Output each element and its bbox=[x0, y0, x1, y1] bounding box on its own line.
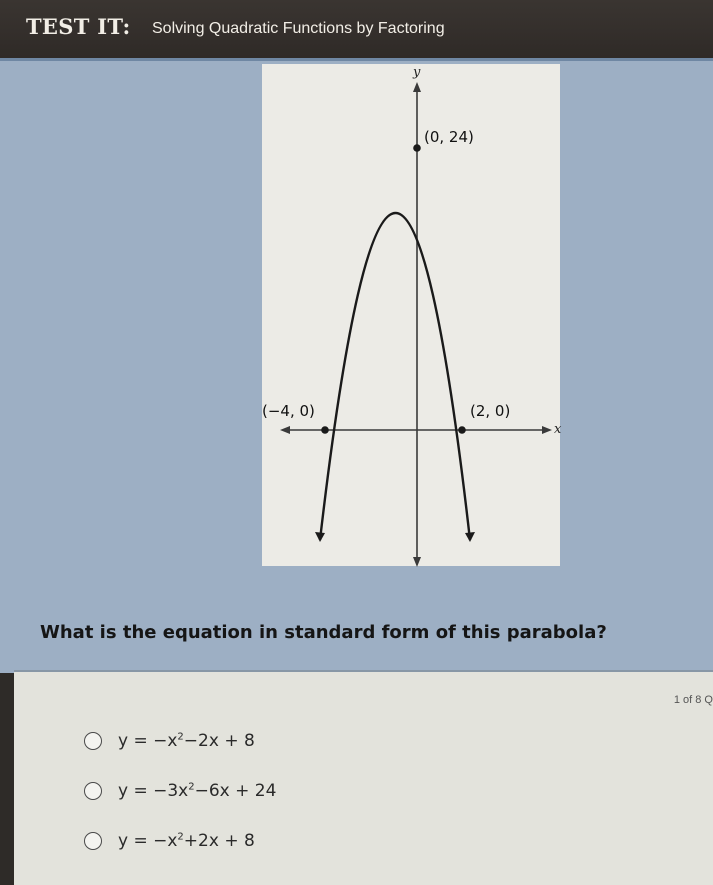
x-axis-arrow-left bbox=[280, 426, 290, 434]
x-axis-arrow-right bbox=[542, 426, 552, 434]
y-axis-arrow-up bbox=[413, 82, 421, 92]
point-y-intercept bbox=[413, 144, 421, 152]
answer-option-3[interactable] bbox=[84, 828, 255, 854]
radio-button[interactable] bbox=[84, 732, 102, 750]
y-axis-label: y bbox=[413, 65, 421, 80]
title-bar bbox=[0, 0, 713, 58]
x-axis-label: x bbox=[554, 422, 562, 437]
point-root-left bbox=[321, 426, 329, 434]
question-counter: 1 of 8 Q bbox=[673, 694, 713, 706]
y-axis-arrow-down bbox=[413, 557, 421, 567]
curve-arrow-right bbox=[465, 532, 475, 542]
point-root-right bbox=[458, 426, 466, 434]
graph-svg bbox=[262, 64, 560, 566]
answer-panel bbox=[14, 670, 713, 885]
parabola-curve bbox=[320, 213, 470, 540]
radio-button[interactable] bbox=[84, 832, 102, 850]
answer-option-1[interactable] bbox=[84, 728, 255, 754]
question-text: What is the equation in standard form of this parabola? bbox=[40, 622, 607, 643]
test-label: TEST IT: bbox=[26, 14, 131, 39]
test-title: Solving Quadratic Functions by Factoring bbox=[152, 20, 445, 37]
answer-option-text: $y = -3x^2-6x + 24$ bbox=[118, 781, 277, 801]
radio-button[interactable] bbox=[84, 782, 102, 800]
point-label-root-right: (2, 0) bbox=[470, 402, 511, 420]
answer-option-text: $y = -x^2+2x + 8$ bbox=[118, 831, 255, 851]
answer-option-text: $y = -x^2-2x + 8$ bbox=[118, 731, 255, 751]
point-label-y-intercept: (0, 24) bbox=[424, 128, 474, 146]
point-label-root-left: (−4, 0) bbox=[262, 402, 315, 420]
parabola-graph bbox=[262, 64, 560, 566]
curve-arrow-left bbox=[315, 532, 325, 542]
answer-option-2[interactable] bbox=[84, 778, 276, 804]
